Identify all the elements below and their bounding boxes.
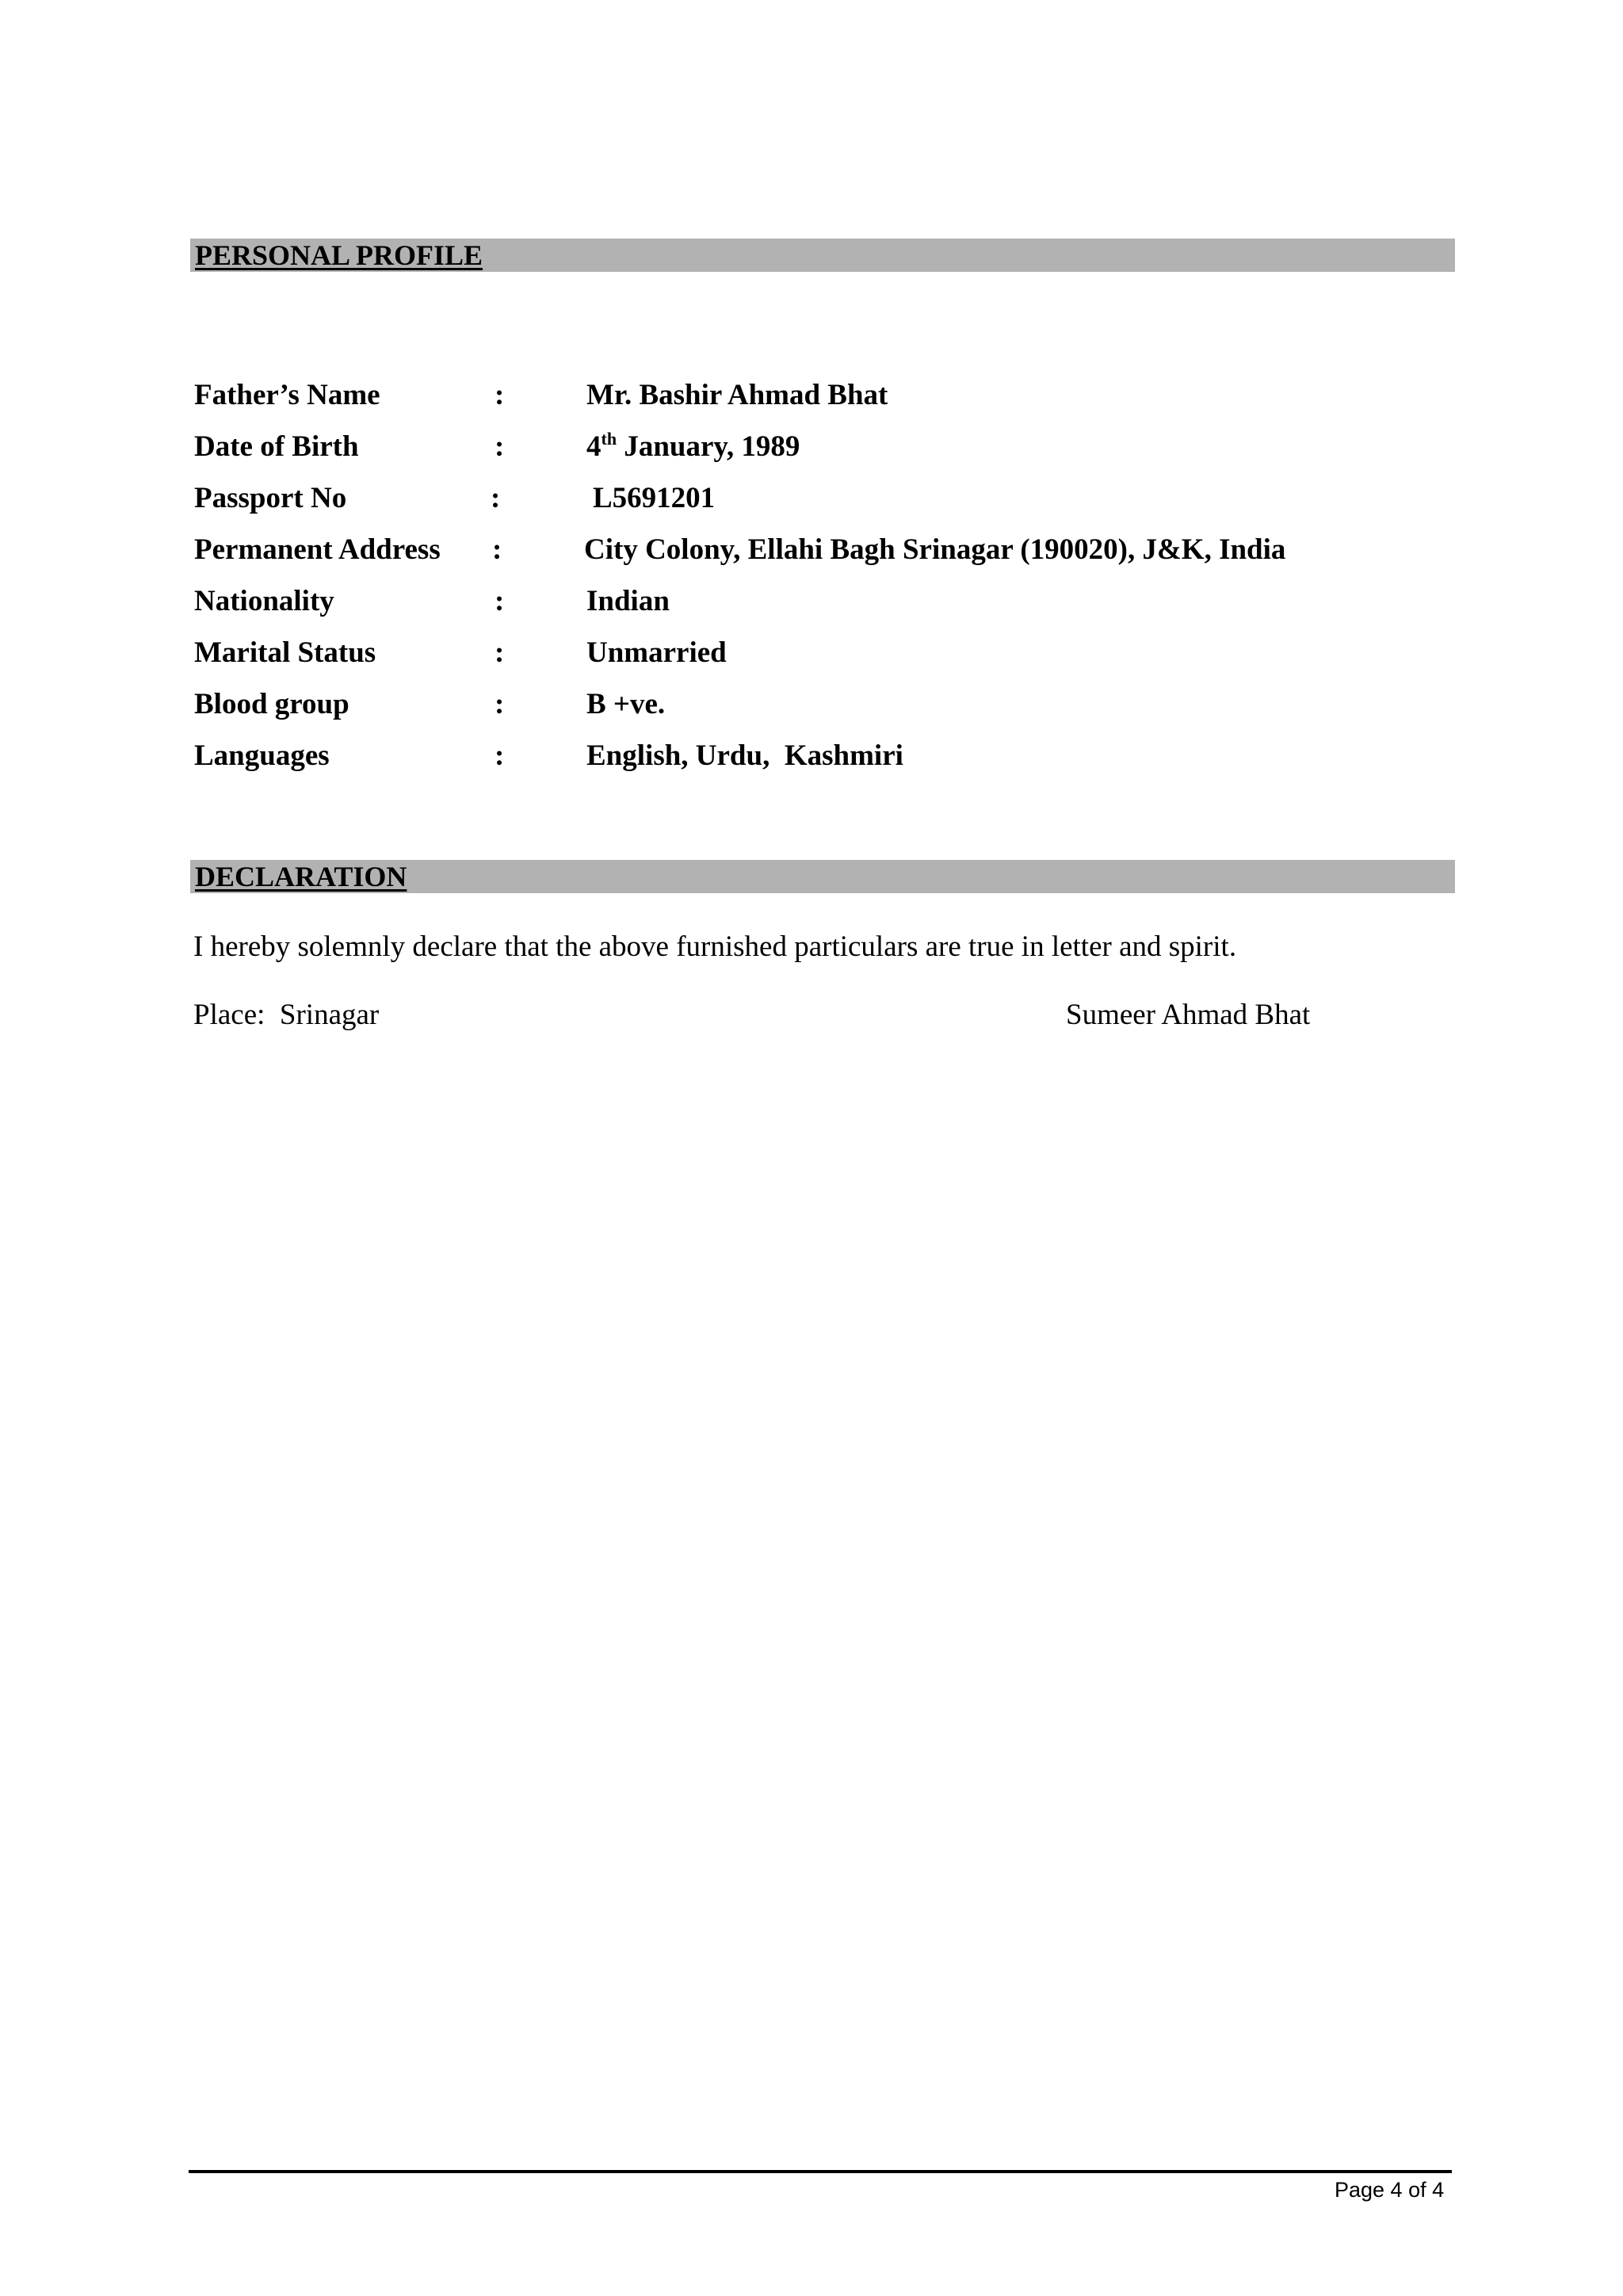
- dob-ordinal-suffix: th: [601, 429, 617, 449]
- profile-colon: :: [495, 636, 505, 669]
- declaration-heading: DECLARATION: [195, 861, 407, 892]
- profile-colon: :: [492, 533, 502, 566]
- personal-profile-heading: PERSONAL PROFILE: [195, 239, 483, 271]
- profile-row-passport-no: [0, 479, 1623, 518]
- profile-row-date-of-birth: [0, 427, 1623, 467]
- profile-label: Marital Status: [194, 636, 376, 669]
- profile-label: Languages: [194, 739, 330, 772]
- profile-colon: :: [495, 430, 505, 463]
- profile-colon: :: [495, 688, 505, 720]
- profile-value: English, Urdu, Kashmiri: [586, 739, 903, 772]
- profile-label: Blood group: [194, 688, 349, 720]
- profile-label: Permanent Address: [194, 533, 441, 566]
- dob-month-year: January, 1989: [624, 430, 800, 463]
- profile-row-blood-group: [0, 685, 1623, 724]
- profile-value: L5691201: [593, 482, 716, 514]
- profile-value: B +ve.: [586, 688, 666, 720]
- profile-label: Father’s Name: [194, 379, 380, 411]
- declaration-place: Place: Srinagar: [193, 999, 380, 1031]
- profile-value: [586, 427, 800, 467]
- profile-row-languages: [0, 736, 1623, 776]
- profile-value: Indian: [586, 585, 670, 617]
- declaration-statement: I hereby solemnly declare that the above furnished particulars are true in letter and spirit.: [193, 930, 1237, 963]
- declaration-signature-name: Sumeer Ahmad Bhat: [1066, 999, 1311, 1031]
- profile-row-marital-status: [0, 633, 1623, 673]
- page-number: Page 4 of 4: [1335, 2178, 1445, 2202]
- profile-label: Passport No: [194, 482, 347, 514]
- profile-label: Nationality: [194, 585, 334, 617]
- profile-value: Unmarried: [586, 636, 727, 669]
- profile-row-permanent-address: [0, 530, 1623, 570]
- profile-value: City Colony, Ellahi Bagh Srinagar (190020), J&K, India: [584, 533, 1286, 566]
- dob-day: 4: [586, 430, 601, 463]
- profile-colon: :: [495, 739, 505, 772]
- profile-colon: :: [495, 585, 505, 617]
- footer-divider: [189, 2170, 1452, 2173]
- profile-label: Date of Birth: [194, 430, 359, 463]
- profile-row-fathers-name: [0, 376, 1623, 415]
- profile-value: Mr. Bashir Ahmad Bhat: [586, 379, 888, 411]
- profile-colon: :: [491, 482, 501, 514]
- profile-row-nationality: [0, 582, 1623, 621]
- profile-colon: :: [495, 379, 505, 411]
